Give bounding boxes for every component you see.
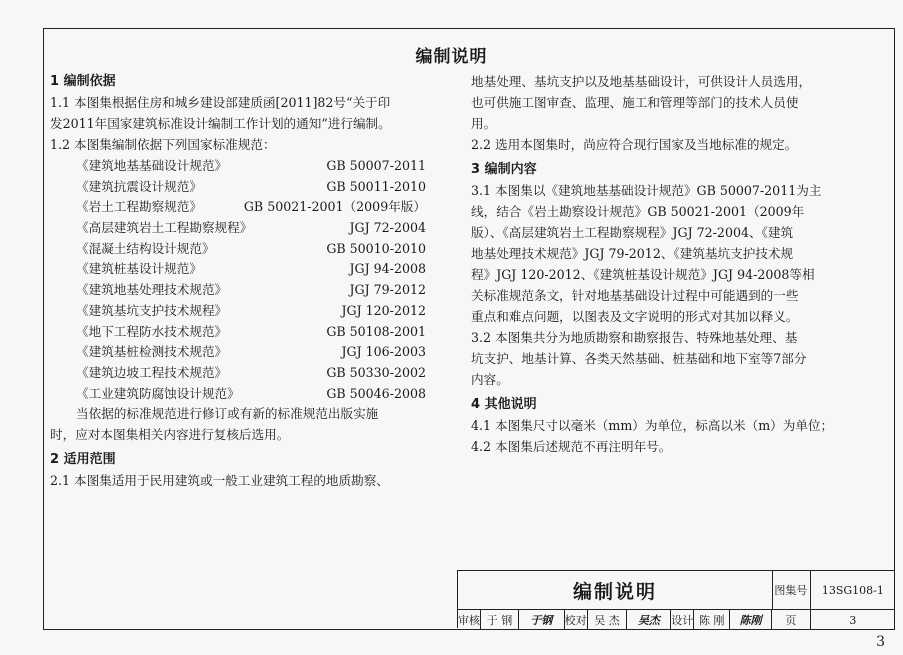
- para-3-1-g: 重点和难点问题，以图表及文字说明的形式对其加以释义。: [471, 309, 799, 324]
- standard-name: 《建筑桩基设计规范》: [76, 261, 202, 277]
- standard-row: [50, 300, 440, 321]
- standard-name: 《建筑基坑支护技术规程》: [76, 302, 228, 318]
- para-3-2-b: 坑支护、地基计算、各类天然基础、桩基础和地下室等7部分: [471, 351, 807, 366]
- para-2-1-cont-3: 用。: [471, 116, 497, 131]
- standard-name: 《建筑地基基础设计规范》: [76, 158, 228, 173]
- standard-name: 《建筑地基处理技术规范》: [76, 282, 228, 298]
- para-2-1-cont-2: 也可供施工图审查、监理、施工和管理等部门的技术人员使: [471, 95, 799, 110]
- page-row: [772, 609, 895, 630]
- standard-code: GB 50046-2008: [326, 385, 426, 401]
- designer-signature: 陈刚: [739, 613, 762, 627]
- standard-row: [50, 196, 440, 217]
- standard-row: [50, 279, 440, 300]
- standard-row: [50, 155, 440, 176]
- standard-code: JGJ 94-2008: [349, 261, 426, 277]
- standard-code: GB 50010-2010: [326, 240, 426, 256]
- standard-row: [50, 238, 440, 259]
- para-3-1-a: 3.1 本图集以《建筑地基基础设计规范》GB 50007-2011为主: [471, 183, 822, 198]
- para-2-2: 2.2 选用本图集时，尚应符合现行国家及当地标准的规定。: [471, 137, 798, 152]
- note-line-2: 时，应对本图集相关内容进行复核后选用。: [50, 427, 290, 443]
- section-1-heading: 1 编制依据: [50, 74, 116, 89]
- checker-signature: 吴杰: [627, 610, 671, 629]
- standard-name: 《建筑抗震设计规范》: [76, 178, 202, 194]
- page-value: 3: [849, 613, 857, 627]
- para-4-2: 4.2 本图集后述规范不再注明年号。: [471, 439, 672, 454]
- standard-row: [50, 321, 440, 342]
- para-4-1: 4.1 本图集尺寸以毫米（mm）为单位，标高以米（m）为单位；: [471, 418, 834, 433]
- standard-row: [50, 176, 440, 197]
- page-number: 3: [876, 634, 885, 650]
- reviewer-name: 于 钢: [481, 610, 519, 629]
- standard-row: [50, 217, 440, 238]
- section-2-heading: 2 适用范围: [50, 452, 116, 468]
- standard-row: [50, 362, 440, 383]
- design-label: 设计: [671, 610, 694, 629]
- atlas-number: 13SG108-1: [821, 583, 884, 597]
- para-3-1-d: 地基处理技术规范》JGJ 79-2012、《建筑基坑支护技术规: [471, 246, 794, 261]
- note-line-1: 当依据的标准规范进行修订或有新的标准规范出版实施: [76, 406, 379, 422]
- para-3-1-c: 版）、《高层建筑岩土工程勘察规程》JGJ 72-2004、《建筑: [471, 225, 794, 240]
- para-1-1-cont: 发2011年国家建筑标准设计编制工作计划的通知”进行编制。: [50, 116, 391, 131]
- standard-code: JGJ 72-2004: [349, 220, 426, 236]
- left-column: [50, 71, 440, 491]
- section-3-heading: 3 编制内容: [471, 162, 537, 177]
- review-label: 审核: [458, 610, 481, 629]
- check-label: 校对: [565, 610, 588, 629]
- reviewer-signature: 于钢: [519, 610, 565, 629]
- standard-code: GB 50330-2002: [326, 364, 426, 380]
- standard-row: [50, 258, 440, 279]
- para-3-2-a: 3.2 本图集共分为地质勘察和勘察报告、特殊地基处理、基: [471, 330, 798, 345]
- right-column: [471, 71, 856, 457]
- standard-code: JGJ 106-2003: [341, 344, 426, 360]
- standard-name: 《建筑边坡工程技术规范》: [76, 364, 228, 380]
- atlas-label: 图集号: [772, 571, 811, 609]
- standard-row: [50, 383, 440, 404]
- standard-code: GB 50021-2001（2009年版）: [243, 199, 426, 215]
- page-title: 编制说明: [415, 47, 488, 67]
- para-2-1-cont-1: 地基处理、基坑支护以及地基基础设计，可供设计人员选用，: [471, 74, 812, 89]
- designer-name: 陈 刚: [694, 610, 730, 629]
- standards-list: [50, 155, 440, 403]
- atlas-number-row: [772, 571, 895, 609]
- title-block-title: 编制说明: [458, 571, 773, 609]
- standard-name: 《工业建筑防腐蚀设计规范》: [76, 385, 240, 401]
- standard-name: 《高层建筑岩土工程勘察规程》: [76, 220, 253, 236]
- para-1-1: 1.1 本图集根据住房和城乡建设部建质函[2011]82号“关于印: [50, 95, 391, 110]
- standard-name: 《地下工程防水技术规范》: [76, 323, 228, 339]
- standard-row: [50, 341, 440, 362]
- title-block: [457, 570, 894, 628]
- standard-code: GB 50011-2010: [326, 178, 426, 194]
- para-3-1-f: 关标准规范条文，针对地基基础设计过程中可能遇到的一些: [471, 288, 799, 303]
- standard-code: JGJ 79-2012: [349, 282, 426, 298]
- standard-name: 《岩土工程勘察规范》: [76, 199, 202, 215]
- section-4-heading: 4 其他说明: [471, 397, 537, 412]
- standard-code: JGJ 120-2012: [341, 302, 426, 318]
- para-3-1-b: 线，结合《岩土勘察设计规范》GB 50021-2001（2009年: [471, 204, 805, 219]
- page-label: 页: [772, 610, 811, 630]
- para-2-1: 2.1 本图集适用于民用建筑或一般工业建筑工程的地质勘察、: [50, 473, 389, 489]
- checker-name: 吴 杰: [588, 610, 628, 629]
- para-3-1-e: 程》JGJ 120-2012、《建筑桩基设计规范》JGJ 94-2008等相: [471, 267, 815, 282]
- signature-row: [458, 609, 772, 629]
- standard-name: 《混凝土结构设计规范》: [76, 240, 215, 256]
- standard-name: 《建筑基桩检测技术规范》: [76, 344, 228, 360]
- standard-code: GB 50108-2001: [326, 323, 426, 339]
- para-1-2: 1.2 本图集编制依据下列国家标准规范：: [50, 137, 276, 152]
- para-3-2-c: 内容。: [471, 372, 509, 387]
- standard-code: GB 50007-2011: [326, 158, 426, 173]
